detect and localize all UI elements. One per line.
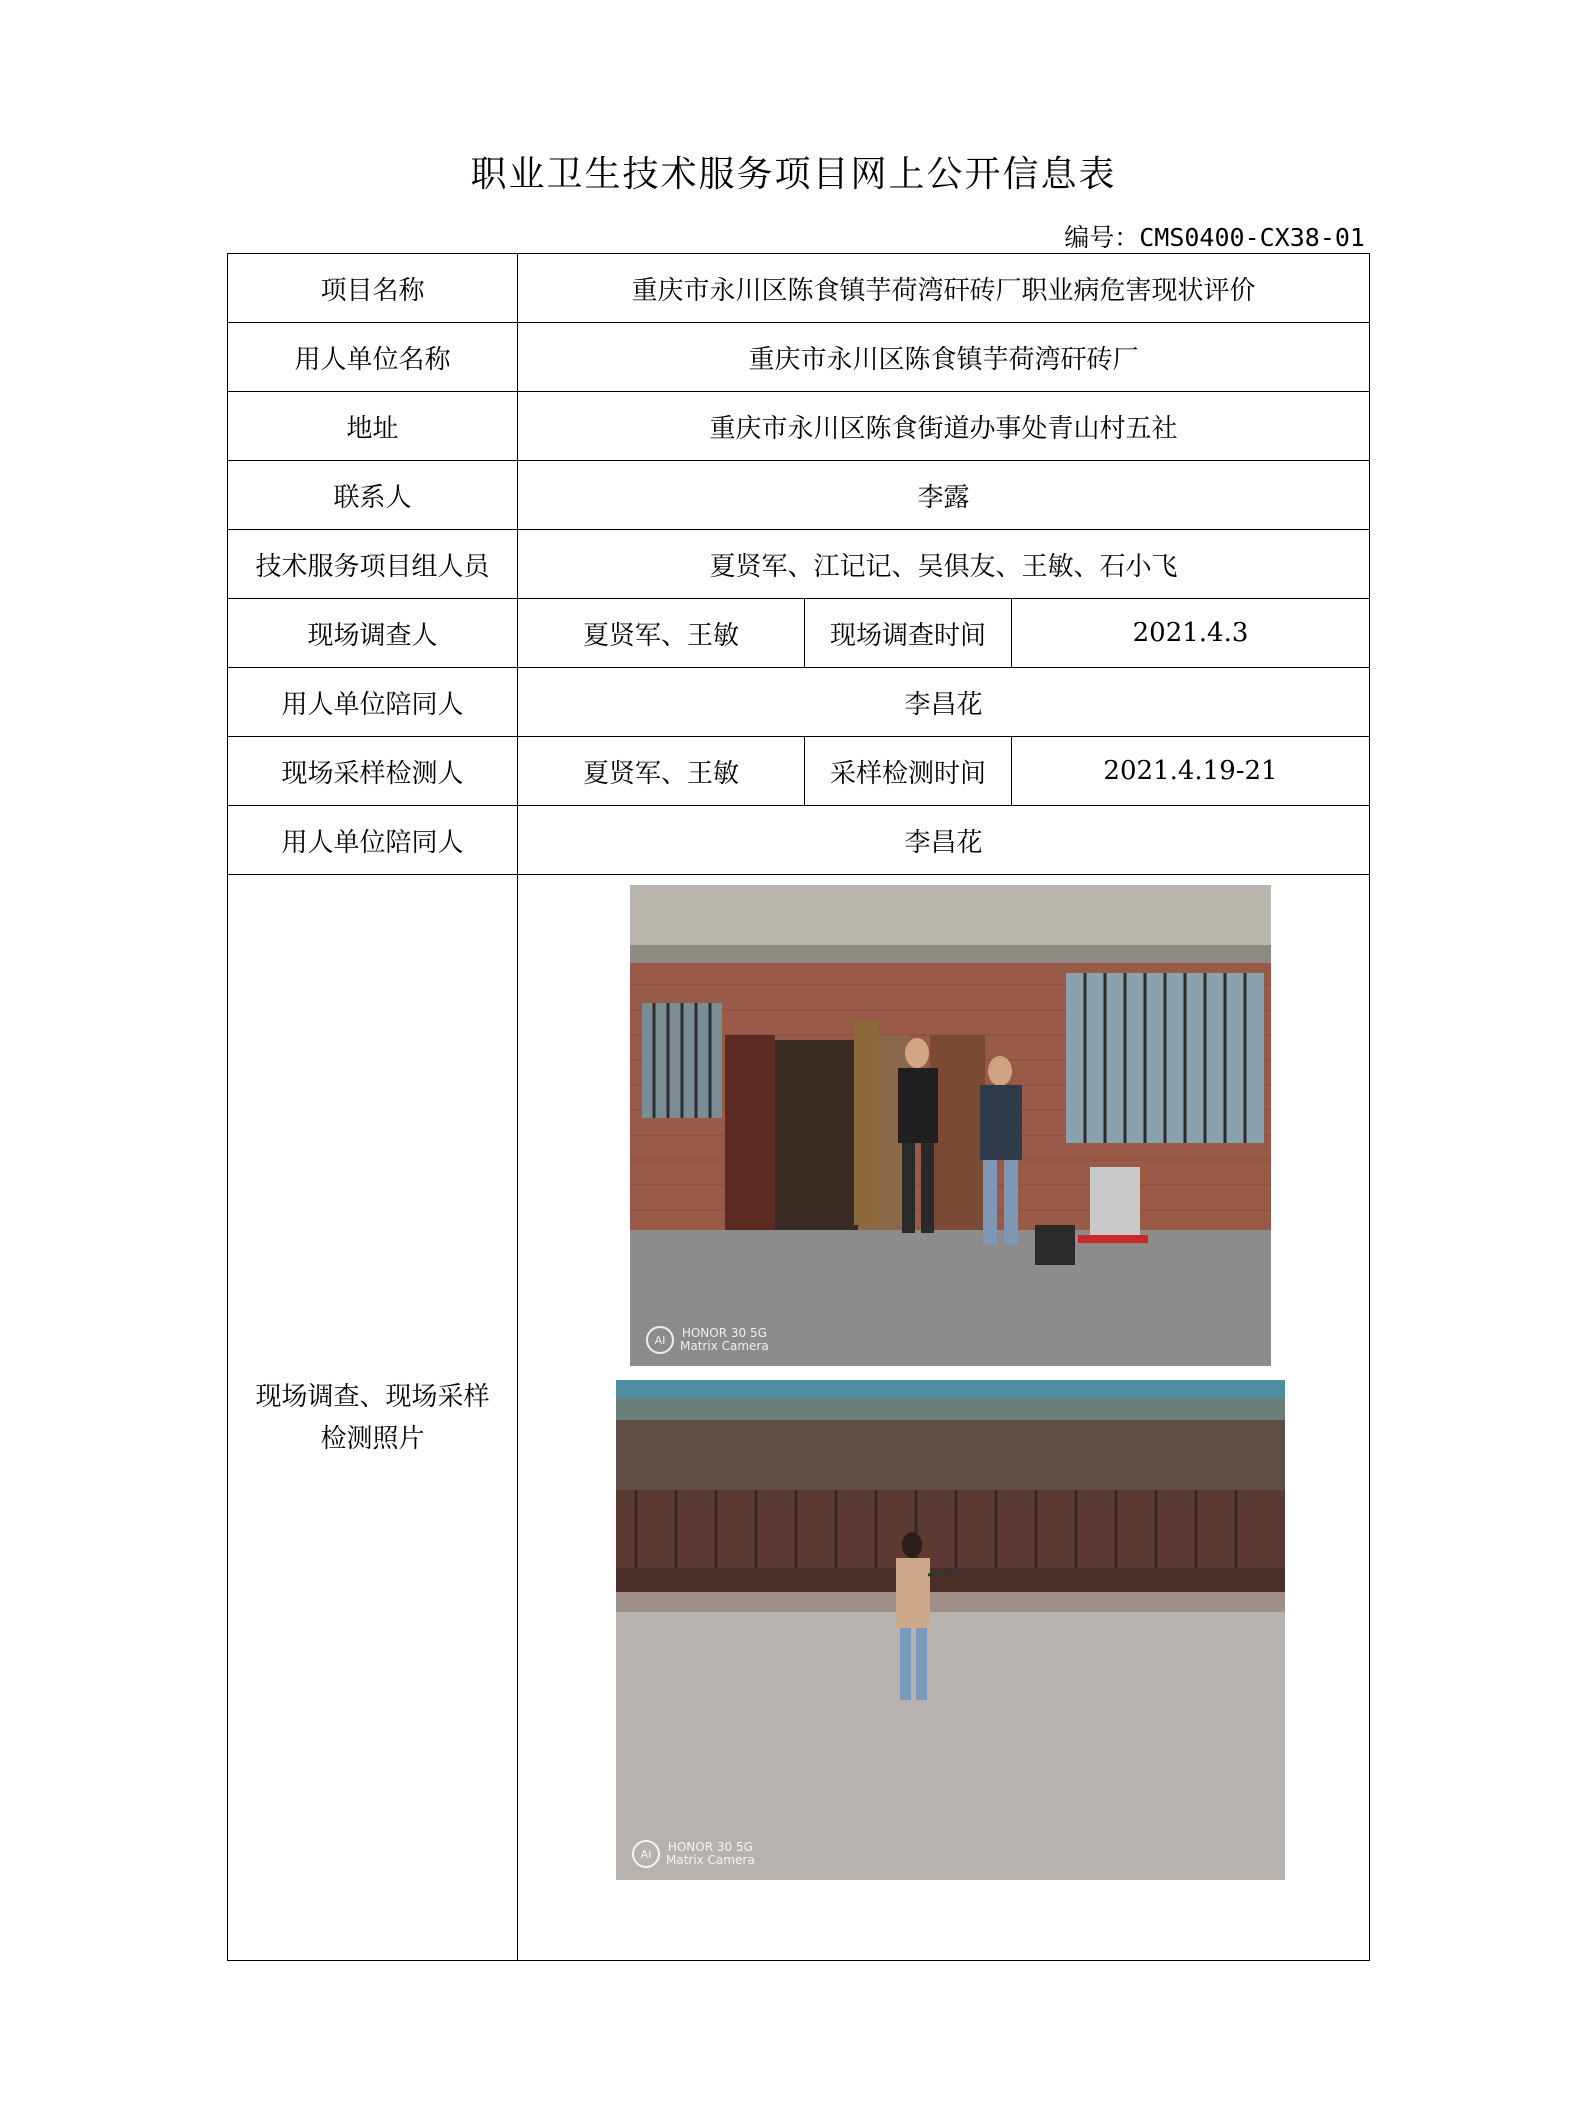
- sampling-person-value: 夏贤军、王敏: [518, 737, 805, 806]
- sampling-photo: [616, 1380, 1285, 1880]
- survey-time-value: 2021.4.3: [1012, 599, 1370, 668]
- row-sampling: [228, 737, 1370, 806]
- document-code: 编号：CMS0400-CX38-01: [1064, 223, 1365, 252]
- team-label: 技术服务项目组人员: [228, 530, 518, 599]
- contact-label: 联系人: [228, 461, 518, 530]
- camera-watermark-sub: Matrix Camera: [680, 1339, 769, 1353]
- accompany-label: 用人单位陪同人: [228, 668, 518, 737]
- photos-label-line1: 现场调查、现场采样: [255, 1381, 490, 1412]
- camera-watermark-brand: HONOR 30 5G: [667, 1840, 753, 1854]
- accompany-label: 用人单位陪同人: [228, 806, 518, 875]
- row-project-name: [228, 254, 1370, 323]
- row-contact: [228, 461, 1370, 530]
- row-accompany-2: [228, 806, 1370, 875]
- photos-label: [228, 875, 518, 1961]
- project-name-value: 重庆市永川区陈食镇芋荷湾矸砖厂职业病危害现状评价: [518, 254, 1370, 323]
- team-value: 夏贤军、江记记、吴俱友、王敏、石小飞: [518, 530, 1370, 599]
- address-value: 重庆市永川区陈食街道办事处青山村五社: [518, 392, 1370, 461]
- camera-watermark-brand: HONOR 30 5G: [681, 1326, 767, 1340]
- row-address: [228, 392, 1370, 461]
- row-employer: [228, 323, 1370, 392]
- accompany-value: 李昌花: [518, 668, 1370, 737]
- camera-watermark-sub: Matrix Camera: [666, 1853, 755, 1867]
- address-label: 地址: [228, 392, 518, 461]
- camera-watermark-badge: AI: [646, 1326, 674, 1354]
- sampling-photo-image: [616, 1380, 1285, 1880]
- row-team: [228, 530, 1370, 599]
- photos-cell: [518, 875, 1370, 1961]
- accompany-value: 李昌花: [518, 806, 1370, 875]
- row-survey: [228, 599, 1370, 668]
- survey-photo: [630, 885, 1271, 1366]
- employer-label: 用人单位名称: [228, 323, 518, 392]
- photos-label-line2: 检测照片: [320, 1423, 425, 1454]
- survey-person-label: 现场调查人: [228, 599, 518, 668]
- survey-photo-image: [630, 885, 1271, 1366]
- sampling-time-label: 采样检测时间: [805, 737, 1012, 806]
- camera-watermark-badge: AI: [632, 1840, 660, 1868]
- page-title: 职业卫生技术服务项目网上公开信息表: [470, 154, 1117, 195]
- sampling-person-label: 现场采样检测人: [228, 737, 518, 806]
- camera-watermark: [632, 1840, 755, 1868]
- sampling-time-value: 2021.4.19-21: [1012, 737, 1370, 806]
- survey-time-label: 现场调查时间: [805, 599, 1012, 668]
- info-table: [227, 253, 1370, 1961]
- project-name-label: 项目名称: [228, 254, 518, 323]
- camera-watermark: [646, 1326, 769, 1354]
- contact-value: 李露: [518, 461, 1370, 530]
- row-photos: [228, 875, 1370, 1961]
- row-accompany-1: [228, 668, 1370, 737]
- survey-person-value: 夏贤军、王敏: [518, 599, 805, 668]
- employer-value: 重庆市永川区陈食镇芋荷湾矸砖厂: [518, 323, 1370, 392]
